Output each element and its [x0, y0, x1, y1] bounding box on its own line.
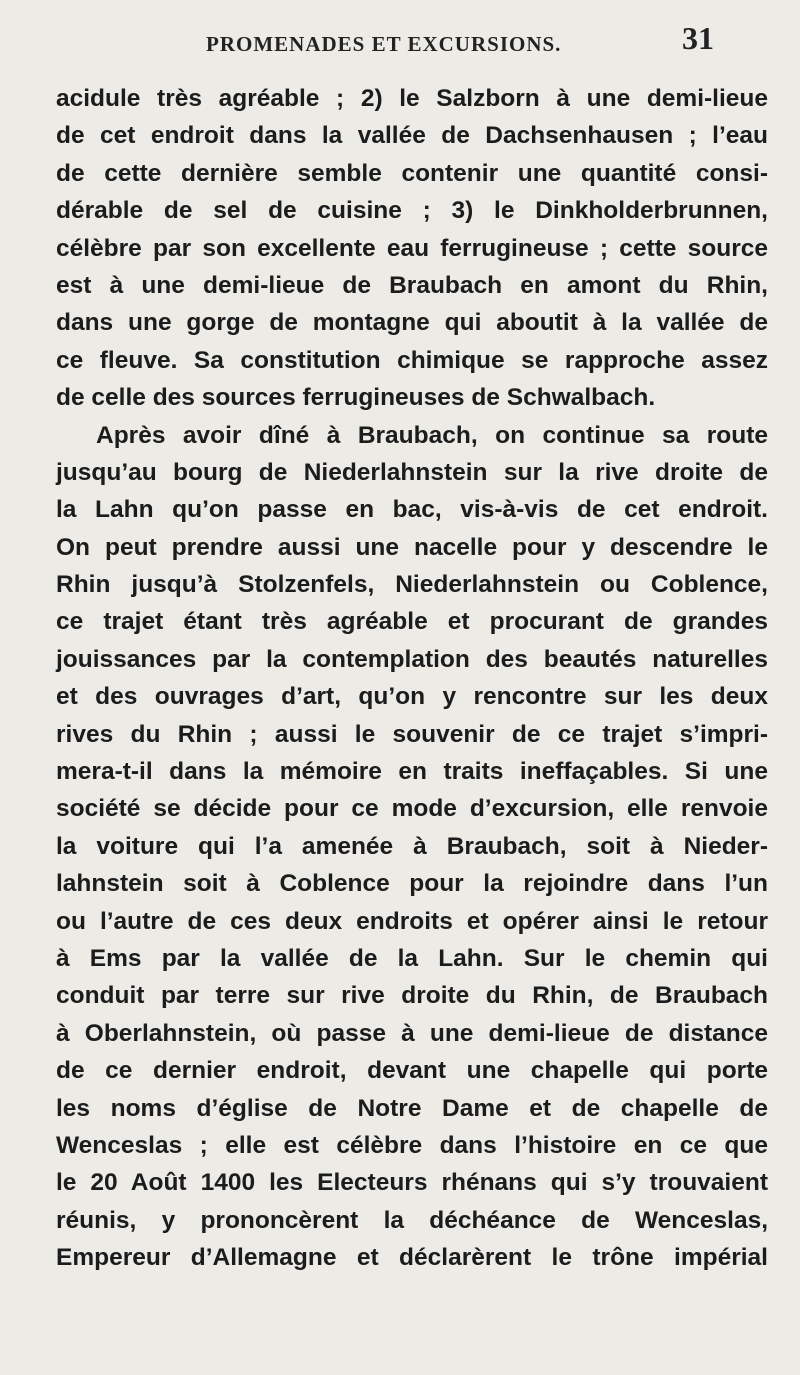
text-line: rives du Rhin ; aussi le souvenir de ce trajet s’impri- [56, 720, 768, 748]
text-line: le 20 Août 1400 les Electeurs rhénans qui s’y trouvaient [56, 1169, 768, 1197]
text-line: dans une gorge de montagne qui aboutit à la vallée de [56, 309, 768, 337]
text-line: dérable de sel de cuisine ; 3) le Dinkholderbrunnen, [56, 197, 768, 225]
text-line: jusqu’au bourg de Niederlahnstein sur la rive droite de [56, 458, 768, 486]
text-line: société se décide pour ce mode d’excursion, elle renvoie [56, 795, 768, 823]
page-number: 31 [682, 20, 714, 56]
running-title: PROMENADES ET EXCURSIONS. [206, 32, 562, 56]
text-line: et des ouvrages d’art, qu’on y rencontre sur les deux [56, 683, 768, 711]
text-line: conduit par terre sur rive droite du Rhin, de Braubach [56, 982, 768, 1010]
page-header [0, 18, 800, 58]
text-line: à Ems par la vallée de la Lahn. Sur le chemin qui [56, 944, 768, 972]
text-line: de cet endroit dans la vallée de Dachsenhausen ; l’eau [56, 122, 768, 150]
text-line: Empereur d’Allemagne et déclarèrent le trône impérial [56, 1244, 768, 1272]
text-line: On peut prendre aussi une nacelle pour y descendre le [56, 533, 768, 561]
text-line: réunis, y prononcèrent la déchéance de Wenceslas, [56, 1206, 768, 1234]
text-line: Rhin jusqu’à Stolzenfels, Niederlahnstein ou Coblence, [56, 571, 768, 599]
text-line: Wenceslas ; elle est célèbre dans l’histoire en ce que [56, 1131, 768, 1159]
text-line: acidule très agréable ; 2) le Salzborn à une demi-lieue [56, 85, 768, 112]
text-line: de celle des sources ferrugineuses de Schwalbach. [56, 384, 656, 412]
text-line: à Oberlahnstein, où passe à une demi-lieue de distance [56, 1019, 768, 1047]
text-line: jouissances par la contemplation des beautés naturelles [56, 645, 768, 673]
text-line: ou l’autre de ces deux endroits et opérer ainsi le retour [56, 907, 768, 935]
text-line: ce fleuve. Sa constitution chimique se rapproche assez [56, 346, 768, 374]
text-line: mera-t-il dans la mémoire en traits ineffaçables. Si une [56, 758, 768, 786]
text-line: la Lahn qu’on passe en bac, vis-à-vis de cet endroit. [56, 496, 768, 524]
text-line: est à une demi-lieue de Braubach en amont du Rhin, [56, 271, 768, 299]
text-line: célèbre par son excellente eau ferrugineuse ; cette source [56, 234, 768, 262]
text-line: de ce dernier endroit, devant une chapelle qui porte [56, 1057, 768, 1085]
text-line: les noms d’église de Notre Dame et de chapelle de [56, 1094, 768, 1122]
text-line: de cette dernière semble contenir une quantité consi- [56, 159, 768, 187]
paragraph-first-line: Après avoir dîné à Braubach, on continue sa route [96, 421, 768, 449]
text-line: ce trajet étant très agréable et procurant de grandes [56, 608, 768, 636]
text-line: la voiture qui l’a amenée à Braubach, soit à Nieder- [56, 832, 768, 860]
body-text [56, 80, 768, 1277]
text-line: lahnstein soit à Coblence pour la rejoindre dans l’un [56, 870, 768, 898]
